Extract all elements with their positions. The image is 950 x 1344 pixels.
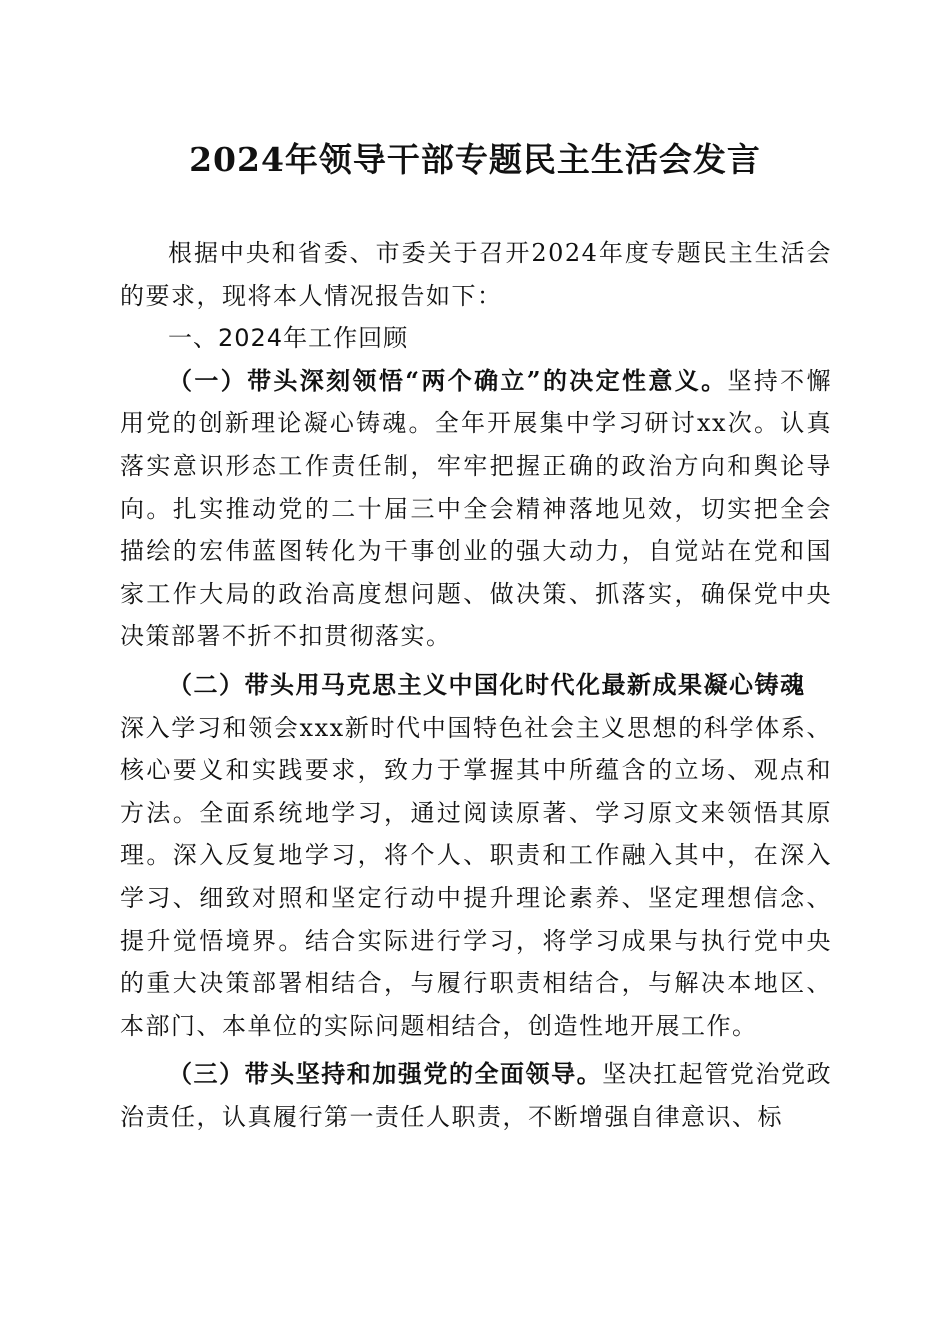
document-body [120, 232, 832, 1138]
item-paragraph-3 [120, 1053, 832, 1138]
item-lead-2: （二）带头用马克思主义中国化时代化最新成果凝心铸魂 [168, 669, 806, 699]
item-lead-3: （三）带头坚持和加强党的全面领导。 [168, 1059, 603, 1089]
item-paragraph-1 [120, 360, 832, 658]
document-title: 2024年领导干部专题民主生活会发言 [189, 140, 761, 179]
item-body-2: 深入学习和领会xxx新时代中国特色社会主义思想的科学体系、核心要义和实践要求，致力于掌握其中所蕴含的立场、观点和方法。全面系统地学习，通过阅读原著、学习原文来领悟其原理。深入反复地学习，将个人、职责和工作融入其中，在深入学习、细致对照和坚定行动中提升理论素养、坚定理想信念、提升觉悟境界。结合实际进行学习，将学习成果与执行党中央的重大决策部署相结合，与履行职责相结合，与解决本地区、本部门、本单位的实际问题相结合，创造性地开展工作。 [120, 713, 832, 1040]
item-paragraph-2 [120, 664, 832, 1047]
intro-paragraph: 根据中央和省委、市委关于召开2024年度专题民主生活会的要求，现将本人情况报告如下： [120, 239, 832, 310]
section-heading: 一、2024年工作回顾 [168, 324, 409, 353]
item-body-3: 坚决扛起管党治党政治责任，认真履行第一责任人职责，不断增强自律意识、标 [120, 1060, 833, 1131]
item-body-1: 坚持不懈用党的创新理论凝心铸魂。全年开展集中学习研讨xx次。认真落实意识形态工作责任制，牢牢把握正确的政治方向和舆论导向。扎实推动党的二十届三中全会精神落地见效，切实把全会描绘的宏伟蓝图转化为干事创业的强大动力，自觉站在党和国家工作大局的政治高度想问题、做决策、抓落实，确保党中央决策部署不折不扣贯彻落实。 [120, 366, 833, 651]
item-lead-1: （一）带头深刻领悟“两个确立”的决定性意义。 [168, 365, 728, 395]
